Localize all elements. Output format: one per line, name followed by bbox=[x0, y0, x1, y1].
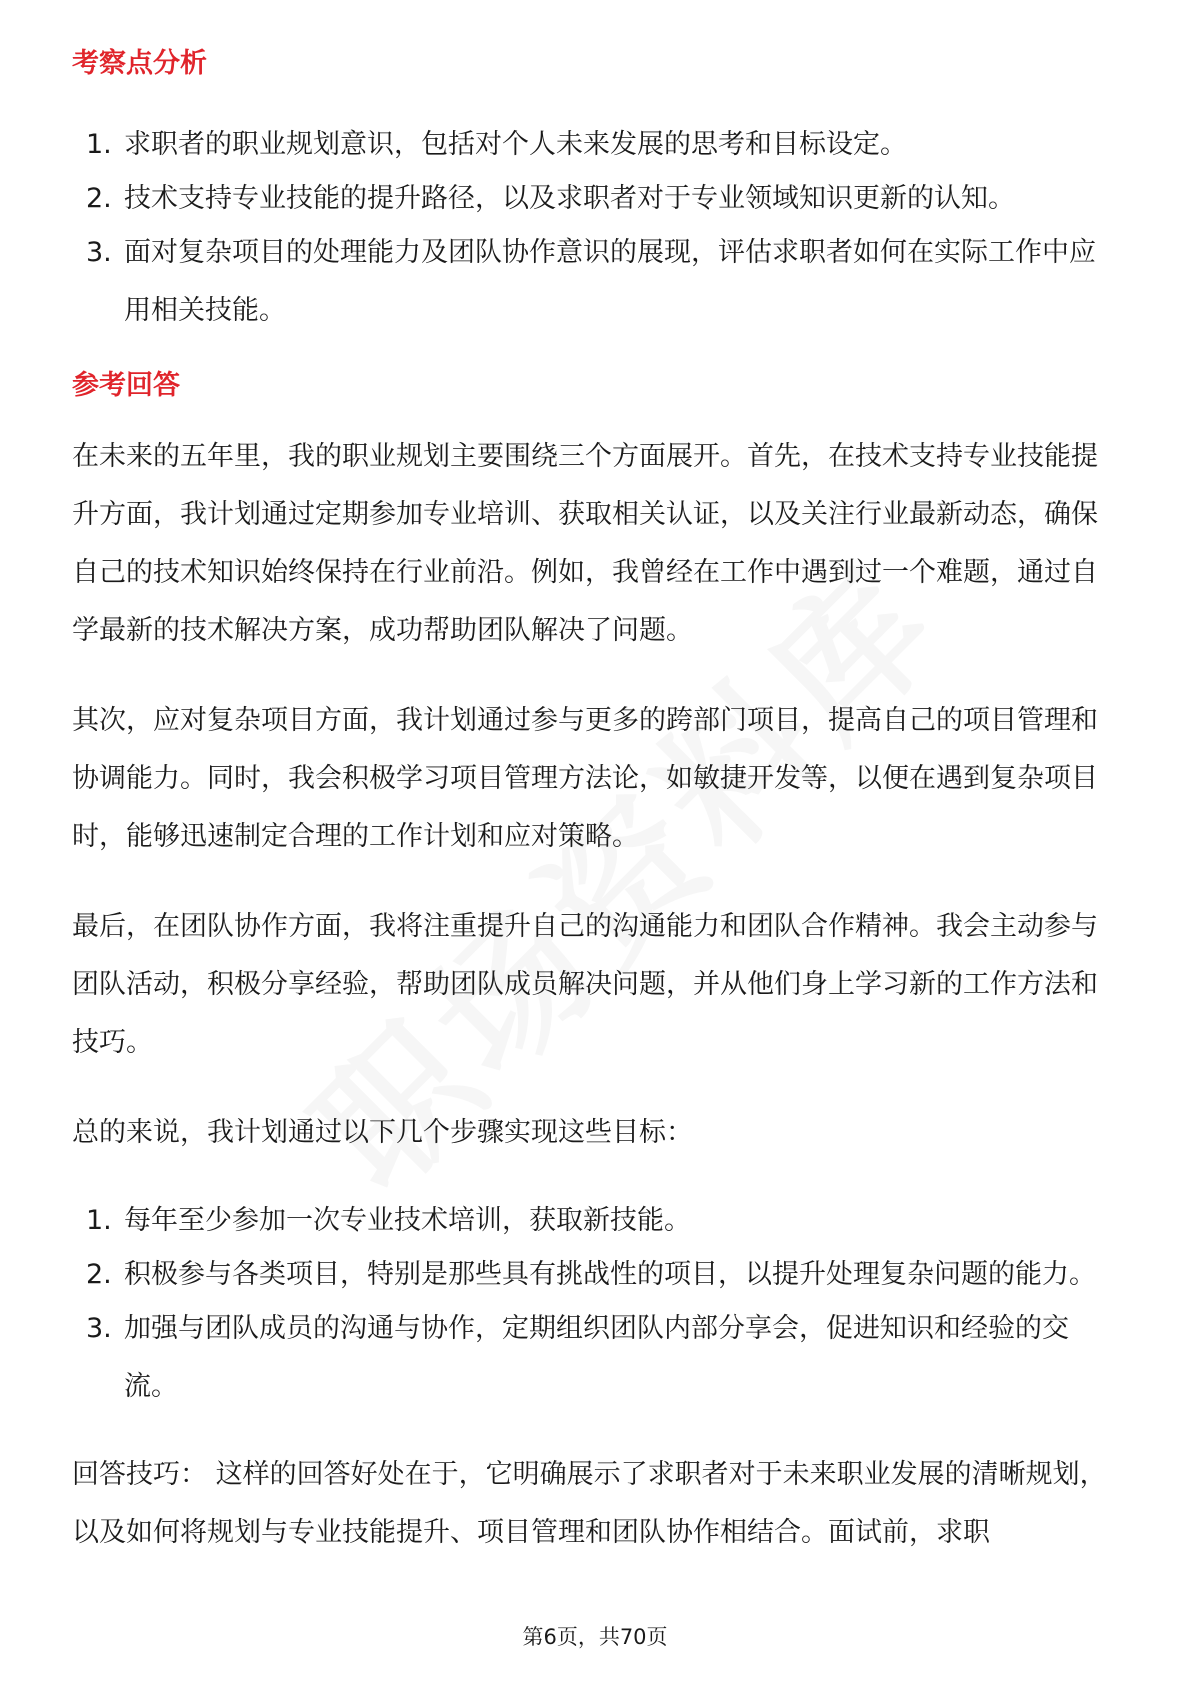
section-title-analysis: 考察点分析 bbox=[72, 48, 207, 79]
page-content bbox=[72, 44, 1122, 1562]
list-item-text: 技术支持专业技能的提升路径，以及求职者对于专业领域知识更新的认知。 bbox=[124, 183, 1015, 214]
list-item bbox=[72, 170, 1122, 228]
list-item bbox=[72, 1246, 1122, 1304]
page-footer: 第6页，共70页 bbox=[522, 1625, 668, 1649]
steps-list bbox=[72, 1192, 1122, 1416]
list-item bbox=[72, 1300, 1122, 1416]
answer-paragraph: 在未来的五年里，我的职业规划主要围绕三个方面展开。首先，在技术支持专业技能提升方面，我计划通过定期参加专业培训、获取相关认证，以及关注行业最新动态，确保自己的技术知识始终保持在行业前沿。例如，我曾经在工作中遇到过一个难题，通过自学最新的技术解决方案，成功帮助团队解决了问题。 bbox=[72, 441, 1098, 646]
analysis-list bbox=[72, 116, 1122, 340]
answer-tip: 回答技巧： 这样的回答好处在于，它明确展示了求职者对于未来职业发展的清晰规划，以及如何将规划与专业技能提升、项目管理和团队协作相结合。面试前，求职 bbox=[72, 1459, 1107, 1548]
list-item-text: 每年至少参加一次专业技术培训，获取新技能。 bbox=[124, 1205, 691, 1236]
list-item-text: 积极参与各类项目，特别是那些具有挑战性的项目，以提升处理复杂问题的能力。 bbox=[124, 1259, 1096, 1290]
answer-paragraph: 最后，在团队协作方面，我将注重提升自己的沟通能力和团队合作精神。我会主动参与团队活动，积极分享经验，帮助团队成员解决问题，并从他们身上学习新的工作方法和技巧。 bbox=[72, 911, 1098, 1058]
list-number: 2. bbox=[86, 1259, 112, 1290]
list-number: 3. bbox=[86, 1313, 112, 1344]
answer-paragraph: 总的来说，我计划通过以下几个步骤实现这些目标： bbox=[72, 1117, 693, 1148]
list-item bbox=[72, 224, 1122, 340]
list-item-text: 求职者的职业规划意识，包括对个人未来发展的思考和目标设定。 bbox=[124, 129, 907, 160]
list-number: 2. bbox=[86, 183, 112, 214]
answer-paragraph: 其次，应对复杂项目方面，我计划通过参与更多的跨部门项目，提高自己的项目管理和协调能力。同时，我会积极学习项目管理方法论，如敏捷开发等，以便在遇到复杂项目时，能够迅速制定合理的工作计划和应对策略。 bbox=[72, 705, 1098, 852]
section-title-answer: 参考回答 bbox=[72, 370, 180, 401]
list-item-text: 面对复杂项目的处理能力及团队协作意识的展现，评估求职者如何在实际工作中应用相关技能。 bbox=[124, 237, 1096, 326]
list-item bbox=[72, 1192, 1122, 1250]
list-item-text: 加强与团队成员的沟通与协作，定期组织团队内部分享会，促进知识和经验的交流。 bbox=[124, 1313, 1069, 1402]
list-item bbox=[72, 116, 1122, 174]
list-number: 3. bbox=[86, 237, 112, 268]
list-number: 1. bbox=[86, 1205, 112, 1236]
list-number: 1. bbox=[86, 129, 112, 160]
